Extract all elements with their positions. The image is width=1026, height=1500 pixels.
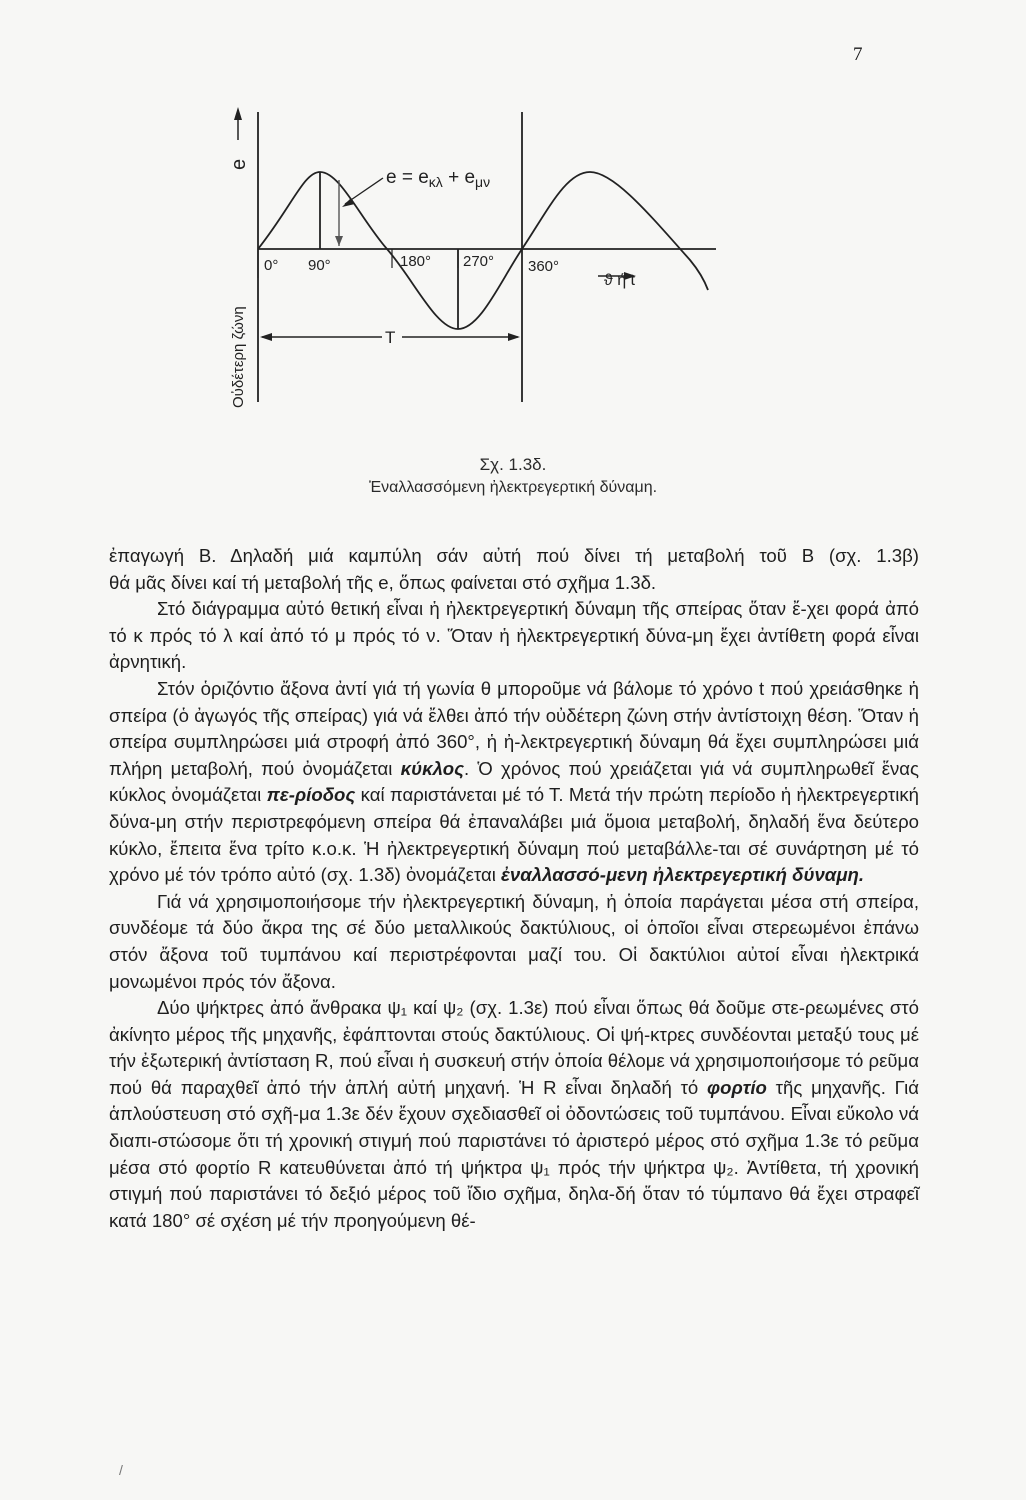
paragraph-3-part-c: καί παριστάνεται μέ τό Τ. Μετά τήν πρώτη περίοδο ἡ ἠλεκτρεγερτική δύνα-μη στήν περιστρεφόμενη σπείρα θά ἐπαναλάβει μιά ὅμοια μεταβολή, δηλαδή ἕνα δεύτερο κύκλο, ἔπειτα ἕνα τρίτο κ.ο.κ. Ἡ ἠλεκτρεγερτική δύναμη πού μεταβάλλε-ται σέ συνάρτηση μέ τό χρόνο μέ τόν τρόπο αὐτό (σχ. 1.3δ) ὀνομάζεται (109, 784, 919, 886)
paragraph-2: Στό διάγραμμα αὐτό θετική εἶναι ἡ ἠλεκτρεγερτική δύναμη τῆς σπείρας ὅταν ἔ-χει φορά ἀπό τό κ πρός τό λ καί ἀπό τό μ πρός τό ν. Ὅταν ἡ ἠλεκτρεγερτική δύνα-μη ἔχει ἀντίθετη φορά εἶναι ἀρνητική. (109, 598, 919, 673)
page-number: 7 (853, 44, 863, 65)
term-periodos: πε-ρίοδος (266, 784, 356, 806)
sum-arrow-head (335, 236, 343, 246)
period-label: T (385, 328, 396, 347)
period-arrow-right (508, 333, 520, 341)
period-arrow-left (260, 333, 272, 341)
tick-label-0: 0° (264, 257, 279, 274)
figure-caption-number: Σχ. 1.3δ. (479, 455, 547, 474)
term-kyklos: κύκλος (400, 757, 465, 779)
paragraph-4: Γιά νά χρησιμοποιήσομε τήν ἠλεκτρεγερτική δύναμη, ἡ ὁποία παράγεται μέσα στή σπείρα, συνδέομε τά δύο ἄκρα της σέ δύο μεταλλικούς δακτύλιους, οἱ ὁποῖοι εἶναι στερεωμένοι ἐπάνω στόν ἄξονα τοῦ τυμπάνου καί περιστρέφονται μαζί του. Οἱ δακτύλιοι αὐτοί εἶναι ἠλεκτρικά μονωμένοι πρός τόν ἄξονα. (109, 890, 919, 992)
term-fortio: φορτίο (707, 1076, 767, 1098)
paragraph-1-line-1: ἐπαγωγή Β. Δηλαδή μιά καμπύλη σάν αὐτή πού δίνει τή μεταβολή τοῦ Β (σχ. 1.3β) (109, 545, 919, 566)
stray-mark: / (119, 1462, 123, 1478)
paragraph-3 (109, 676, 919, 889)
paragraph-5-part-a: Δύο ψήκτρες ἀπό ἄνθρακα ψ₁ καί ψ₂ (σχ. 1.3ε) πού εἶναι ὅπως θά δοῦμε στε-ρεωμένες στό ἀκίνητο μέρος τῆς μηχανῆς, ἐφάπτονται στούς δακτύλιους. Οἱ ψή-κτρες συνδέονται μεταξύ τους μέ τήν ἐξωτερική ἀντίσταση R, πού εἶναι ἡ συσκευή στήν ὁποία θέλομε νά χρησιμοποιήσομε τό ρεῦμα πού θά παραχθεῖ ἀπό τήν ἁπλή αὐτή μηχανή. Ἡ R εἶναι δηλαδή τό (109, 997, 919, 1098)
paragraph-5 (109, 995, 919, 1234)
body-text (109, 543, 919, 1234)
y-arrow-head (234, 107, 242, 120)
term-alternating-emf: ἐναλλασσό-μενη ἠλεκτρεγερτική δύναμη. (501, 864, 865, 886)
emf-sine-figure (0, 0, 1026, 460)
figure-caption-title: Ἐναλλασσόμενη ἠλεκτρεγερτική δύναμη. (368, 479, 658, 496)
paragraph-3-part-b: . Ὁ χρόνος πού χρειάζεται γιά νά συμπληρωθεῖ ἕνας κύκλος ὀνομάζεται (109, 757, 919, 806)
y-axis-label: e (228, 158, 250, 170)
neutral-zone-label: Οὐδέτερη ζώνη (230, 306, 247, 408)
tick-label-270: 270° (463, 253, 495, 270)
paragraph-3-part-a: Στόν ὁριζόντιο ἄξονα ἀντί γιά τή γωνία θ μποροῦμε νά βάλομε τό χρόνο t πού χρειάσθηκε ἡ σπείρα (ὁ ἀγωγός τῆς σπείρας) γιά νά ἔλθει ἀπό τήν οὐδέτερη ζώνη στήν ἀντίστοιχη θέση. Ὅταν ἡ σπείρα συμπληρώσει μιά στροφή ἀπό 360°, ἡ ἠ-λεκτρεγερτική δύναμη θά ἔχει συμπληρώσει μιά πλήρη μεταβολή, πού ὀνομάζεται (109, 677, 919, 779)
sine-curve (258, 172, 708, 329)
paragraph-5-part-b: τῆς μηχανῆς. Γιά ἁπλούστευση στό σχῆ-μα 1.3ε δέν ἔχουν σχεδιασθεῖ οἱ ὀδοντώσεις τοῦ τυμπάνου. Εἶναι εὔκολο νά διαπι-στώσομε ὅτι τή χρονική στιγμή πού παριστάνει τό ἀριστερό μέρος στό σχῆμα 1.3ε τό ρεῦμα μέσα στό φορτίο R κατευθύνεται ἀπό τή ψήκτρα ψ₁ πρός τήν ψήκτρα ψ₂. Ἀντίθετα, τή χρονική στιγμή πού παριστάνει τό δεξιό μέρος τοῦ ἴδιο σχῆμα, δηλα-δή ὅταν τό τύμπανο θά ἔχει στραφεῖ κατά 180° σέ σχέση μέ τήν προηγούμενη θέ- (109, 1076, 919, 1231)
curve-label: $e = e_{\kappa\lambda} + e_{\mu\nu}$ (386, 167, 491, 190)
x-axis-label: ϑ ή t (604, 272, 635, 289)
paragraph-1-line-2: θά μᾶς δίνει καί τή μεταβολή τῆς e, ὅπως φαίνεται στό σχῆμα 1.3δ. (109, 571, 657, 593)
label-pointer-head (342, 198, 355, 207)
tick-label-180: 180° (400, 253, 432, 270)
tick-label-360: 360° (528, 258, 560, 275)
paragraph-1 (109, 543, 919, 596)
tick-label-90: 90° (308, 257, 331, 274)
